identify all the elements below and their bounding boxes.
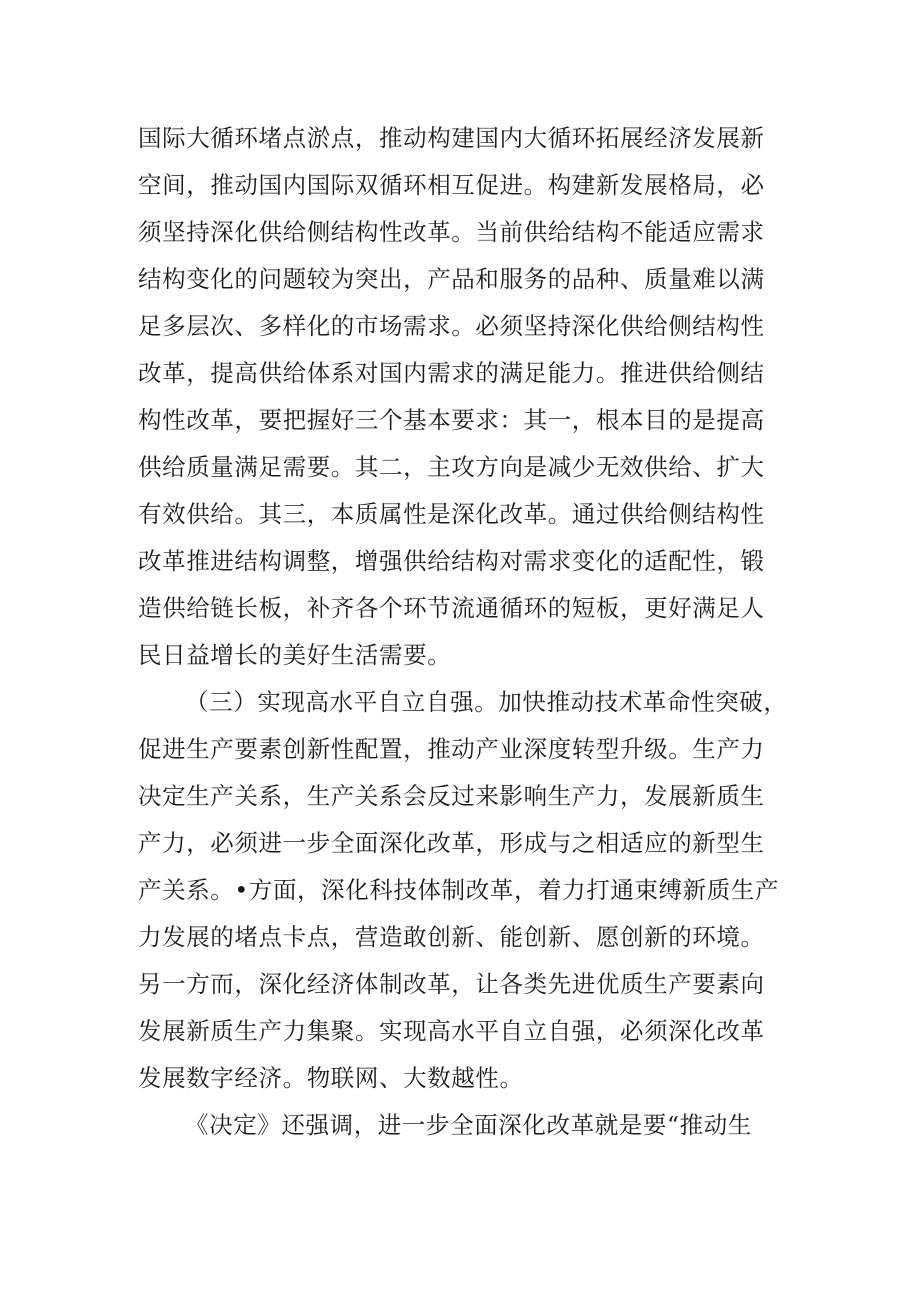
text-line: 构性改革，要把握好三个基本要求：其一，根本目的是提高 bbox=[138, 406, 765, 434]
text-line: 促进生产要素创新性配置，推动产业深度转型升级。生产力 bbox=[138, 735, 765, 763]
text-line: 改革，提高供给体系对国内需求的满足能力。推进供给侧结 bbox=[138, 359, 765, 387]
text-line: 《决定》还强调，进一步全面深化改革就是要“推动生 bbox=[185, 1111, 752, 1139]
text-line: 另一方而，深化经济体制改革，让各类先进优质生产要素向 bbox=[138, 970, 765, 998]
text-line: 力发展的堵点卡点，营造敢创新、能创新、愿创新的环境。 bbox=[138, 923, 765, 951]
paragraph-1 bbox=[138, 115, 784, 679]
text-line: 足多层次、多样化的市场需求。必须坚持深化供给侧结构性 bbox=[138, 312, 765, 340]
text-line: 空间，推动国内国际双循环相互促进。构建新发展格局，必 bbox=[138, 171, 765, 199]
text-line: 决定生产关系，生产关系会反过来影响生产力，发展新质生 bbox=[138, 782, 765, 810]
text-line: 发展数字经济。物联网、大数越性。 bbox=[138, 1064, 524, 1092]
text-line: 产力，必须进一步全面深化改革，形成与之相适应的新型生 bbox=[138, 829, 765, 857]
text-line: 民日益增长的美好生活需要。 bbox=[138, 641, 452, 669]
text-line: 结构变化的问题较为突出，产品和服务的品种、质量难以满 bbox=[138, 265, 765, 293]
text-line: 发展新质生产力集聚。实现高水平自立自强，必须深化改革 bbox=[138, 1017, 765, 1045]
text-line: 有效供给。其三，本质属性是深化改革。通过供给侧结构性 bbox=[138, 500, 765, 528]
text-line: 产关系。•方面，深化科技体制改革，着力打通束缚新质生产 bbox=[138, 876, 780, 904]
text-line: 改革推进结构调整，增强供给结构对需求变化的适配性，锻 bbox=[138, 547, 765, 575]
body-text bbox=[138, 115, 788, 1149]
paragraph-3 bbox=[138, 1102, 784, 1149]
text-line: （三）实现高水平自立自强。加快推动技术革命性突破， bbox=[185, 688, 788, 716]
text-line: 国际大循环堵点淤点，推动构建国内大循环拓展经济发展新 bbox=[138, 124, 765, 152]
paragraph-2 bbox=[138, 679, 788, 1102]
text-line: 供给质量满足需要。其二，主攻方向是减少无效供给、扩大 bbox=[138, 453, 765, 481]
text-line: 须坚持深化供给侧结构性改革。当前供给结构不能适应需求 bbox=[138, 218, 765, 246]
text-line: 造供给链长板，补齐各个环节流通循环的短板，更好满足人 bbox=[138, 594, 765, 622]
